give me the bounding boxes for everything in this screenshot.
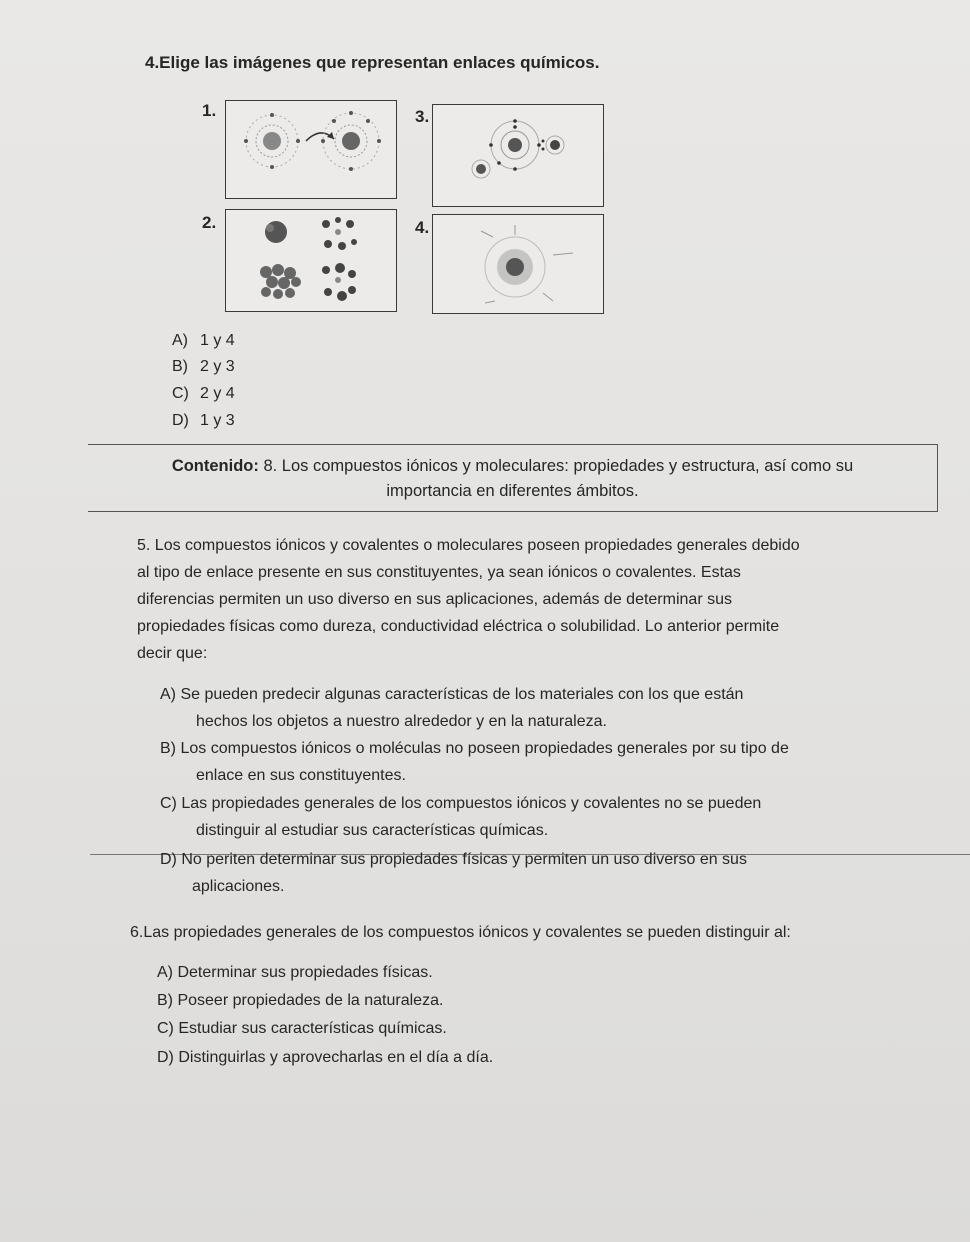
content-label: Contenido: bbox=[171, 457, 259, 475]
option-letter: D) bbox=[172, 412, 189, 429]
option-line-2: distinguir al estudiar sus características químicas. bbox=[196, 822, 549, 839]
option-text: 1 y 3 bbox=[200, 412, 235, 429]
option-line-2: aplicaciones. bbox=[192, 878, 285, 895]
crystal-illustration bbox=[226, 210, 396, 311]
image-4-atom-model[interactable] bbox=[432, 214, 604, 314]
q4-option-b[interactable] bbox=[172, 358, 235, 376]
option-line-1: A) Se pueden predecir algunas características de los materiales con los que están bbox=[160, 686, 744, 703]
q6-option-d[interactable]: D) Distinguirlas y aprovecharlas en el día a día. bbox=[157, 1049, 494, 1066]
q4-option-c[interactable] bbox=[172, 385, 235, 403]
image-2-crystal-structure[interactable] bbox=[225, 209, 397, 312]
atom-illustration bbox=[433, 215, 603, 313]
q5-option-d[interactable] bbox=[160, 846, 747, 900]
q6-option-b[interactable]: B) Poseer propiedades de la naturaleza. bbox=[157, 992, 444, 1009]
question-4-title: 4.Elige las imágenes que representan enlaces químicos. bbox=[145, 53, 600, 72]
atom-transfer-illustration bbox=[226, 101, 396, 198]
question-6-title: 6.Las propiedades generales de los compuestos iónicos y covalentes se pueden distinguir al: bbox=[130, 924, 791, 941]
option-text: 1 y 4 bbox=[200, 332, 235, 349]
option-line-2: enlace en sus constituyentes. bbox=[196, 767, 406, 784]
option-line-1: D) No periten determinar sus propiedades físicas y permiten un uso diverso en sus bbox=[160, 851, 747, 868]
q5-line: propiedades físicas como dureza, conductividad eléctrica o solubilidad. Lo anterior permite bbox=[137, 618, 780, 635]
option-letter: C) bbox=[172, 385, 189, 402]
image-label-1: 1. bbox=[202, 101, 217, 120]
q4-option-a[interactable] bbox=[172, 332, 235, 350]
q5-line: diferencias permiten un uso diverso en sus aplicaciones, además de determinar sus bbox=[137, 591, 732, 608]
content-text-1: 8. Los compuestos iónicos y moleculares: propiedades y estructura, así como su bbox=[258, 457, 854, 475]
q5-option-c[interactable] bbox=[160, 790, 761, 844]
option-letter: B) bbox=[172, 358, 188, 375]
option-letter: A) bbox=[172, 332, 188, 349]
image-label-2: 2. bbox=[202, 213, 217, 232]
q5-line: 5. Los compuestos iónicos y covalentes o moleculares poseen propiedades generales debido bbox=[137, 537, 800, 554]
q5-line: decir que: bbox=[137, 645, 208, 662]
option-line-2: hechos los objetos a nuestro alrededor y en la naturaleza. bbox=[196, 713, 607, 730]
option-line-1: C) Las propiedades generales de los compuestos iónicos y covalentes no se pueden bbox=[160, 795, 762, 812]
image-label-3: 3. bbox=[415, 107, 430, 126]
q5-paragraph bbox=[137, 532, 800, 667]
q4-option-d[interactable] bbox=[172, 412, 235, 430]
q5-option-a[interactable] bbox=[160, 681, 743, 735]
q5-option-b[interactable] bbox=[160, 735, 789, 789]
content-box bbox=[88, 444, 938, 512]
content-line-2: importancia en diferentes ámbitos. bbox=[386, 482, 639, 500]
image-1-ionic-transfer[interactable] bbox=[225, 100, 397, 199]
option-line-1: B) Los compuestos iónicos o moléculas no poseen propiedades generales por su tipo de bbox=[160, 740, 789, 757]
option-text: 2 y 4 bbox=[200, 385, 235, 402]
molecule-illustration bbox=[433, 105, 603, 206]
q6-option-a[interactable]: A) Determinar sus propiedades físicas. bbox=[157, 964, 433, 981]
content-line-1 bbox=[88, 454, 937, 479]
image-3-covalent-molecule[interactable] bbox=[432, 104, 604, 207]
image-label-4: 4. bbox=[415, 218, 430, 237]
option-text: 2 y 3 bbox=[200, 358, 235, 375]
q6-option-c[interactable]: C) Estudiar sus características químicas. bbox=[157, 1020, 447, 1037]
q5-line: al tipo de enlace presente en sus constituyentes, ya sean iónicos o covalentes. Estas bbox=[137, 564, 741, 581]
